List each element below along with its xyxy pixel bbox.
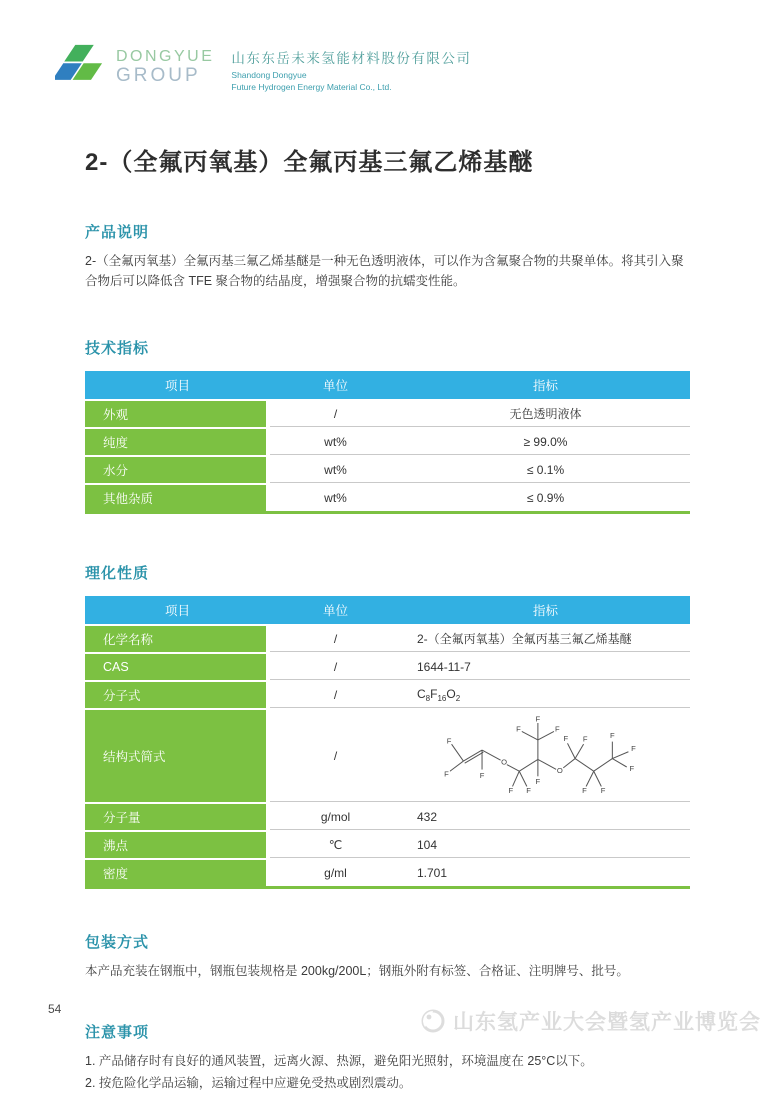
table-header-row [85,596,690,624]
atom-label-o: O [556,765,563,775]
row-value: ≤ 0.9% [526,491,565,505]
atom-label-f: F [508,785,514,795]
atom-label-f: F [631,743,636,753]
notes-list [85,1051,690,1095]
brand-wordmark [116,49,214,86]
atom-label-o: O [501,756,507,766]
row-value: ≤ 0.1% [526,462,565,477]
atom-label-f: F [610,730,615,740]
row-value: 1644-11-7 [417,659,471,674]
company-name-en-line2: Future Hydrogen Energy Material Co., Ltd. [231,81,392,92]
atom-label-f: F [629,763,635,773]
row-label: CAS [85,654,266,680]
table-row [85,654,690,680]
row-unit: / [333,659,338,674]
page-header [55,44,471,94]
row-unit: / [333,631,338,646]
row-value: 2-（全氟丙氧基）全氟丙基三氟乙烯基醚 [417,632,632,646]
atom-label-f: F [479,770,485,780]
company-name-en-line1: Shandong Dongyue [231,70,307,80]
row-unit: wt% [324,462,347,477]
atom-label-f: F [444,768,449,778]
column-header-unit: 单位 [322,379,348,393]
row-value: 无色透明液体 [509,407,582,421]
column-header-spec: 指标 [532,604,558,618]
section-heading-notes: 注意事项 [85,1024,150,1041]
row-label: 外观 [85,401,266,427]
molecular-formula [401,687,690,703]
chemical-structure-diagram [428,712,663,800]
company-name-cn: 山东东岳未来氢能材料股份有限公司 [231,51,472,66]
row-unit: wt% [324,491,347,505]
dongyue-logo-icon [55,44,103,90]
column-header-spec: 指标 [532,379,558,393]
formula-subscript: 16 [437,693,447,703]
footer-watermark-text: 山东氢产业大会暨氢产业博览会 [453,1011,761,1034]
row-value: 104 [417,837,438,852]
row-label: 其他杂质 [85,485,266,511]
row-unit: g/ml [324,866,347,880]
section-heading-phys-chem: 理化性质 [85,565,150,582]
table-row [85,804,690,830]
table-row [85,485,690,511]
tech-spec-table [85,371,690,514]
table-row [85,626,690,652]
packaging-paragraph: 本产品充装在钢瓶中，钢瓶包装规格是 200kg/200L；钢瓶外附有标签、合格证、注明牌号、批号。 [85,964,629,978]
row-label: 沸点 [85,832,266,858]
note-item: 2. 按危险化学品运输，运输过程中应避免受热或剧烈震动。 [85,1075,412,1090]
atom-label-f: F [516,723,521,733]
column-header-item: 项目 [164,604,190,618]
footer-watermark [420,1006,761,1036]
atom-label-f: F [526,785,531,795]
table-row [85,401,690,427]
note-item: 1. 产品储存时有良好的通风装置，远离火源、热源，避免阳光照射，环境温度在 25°C以下。 [85,1054,593,1068]
row-label: 分子式 [85,682,266,708]
formula-subscript: 8 [425,693,431,703]
table-row [85,710,690,802]
atom-label-f: F [582,785,587,795]
row-label: 分子量 [85,804,266,830]
table-row [85,457,690,483]
row-value: 1.701 [417,866,448,880]
phys-chem-table [85,596,690,889]
row-unit: wt% [324,434,347,449]
company-name-block [231,47,471,94]
row-unit: / [333,748,338,763]
row-label: 密度 [85,860,266,886]
row-unit: ℃ [328,837,343,852]
atom-label-f: F [600,785,606,795]
atom-label-f: F [535,776,541,786]
table-row [85,429,690,455]
page-title: 2-（全氟丙氧基）全氟丙基三氟乙烯基醚 [85,149,534,176]
row-unit: / [333,406,338,421]
atom-label-f: F [535,713,541,723]
formula-symbol: O [446,686,456,701]
section-heading-packaging: 包装方式 [85,934,150,951]
formula-symbol: C [417,686,426,701]
row-label: 水分 [85,457,266,483]
row-label: 结构式简式 [85,710,266,802]
row-label: 纯度 [85,429,266,455]
description-paragraph: 2-（全氟丙氧基）全氟丙基三氟乙烯基醚是一种无色透明液体，可以作为含氟聚合物的共聚单体。将其引入聚合物后可以降低含 TFE 聚合物的结晶度，增强聚合物的抗蠕变性能。 [85,254,684,288]
brand-line1: DONGYUE [116,48,215,65]
column-header-item: 项目 [164,379,190,393]
table-header-row [85,371,690,399]
section-heading-tech-spec: 技术指标 [85,340,150,357]
row-value: 432 [417,809,438,824]
atom-label-f: F [563,733,569,743]
row-unit: / [333,687,338,702]
formula-subscript: 2 [455,693,461,703]
table-row [85,682,690,708]
row-value: ≥ 99.0% [523,434,568,449]
page-number: 54 [48,1002,62,1016]
atom-label-f: F [582,734,588,744]
row-label: 化学名称 [85,626,266,652]
brand-line2: GROUP [116,64,201,86]
expo-logo-icon [420,1008,446,1034]
formula-symbol: F [430,686,438,701]
column-header-unit: 单位 [322,604,348,618]
atom-label-f: F [446,735,452,745]
table-row [85,832,690,858]
document-body [85,142,690,1095]
company-name-en [231,70,471,94]
atom-label-f: F [555,723,560,733]
section-heading-description: 产品说明 [85,224,150,241]
table-row [85,860,690,886]
row-unit: g/mol [320,809,351,824]
